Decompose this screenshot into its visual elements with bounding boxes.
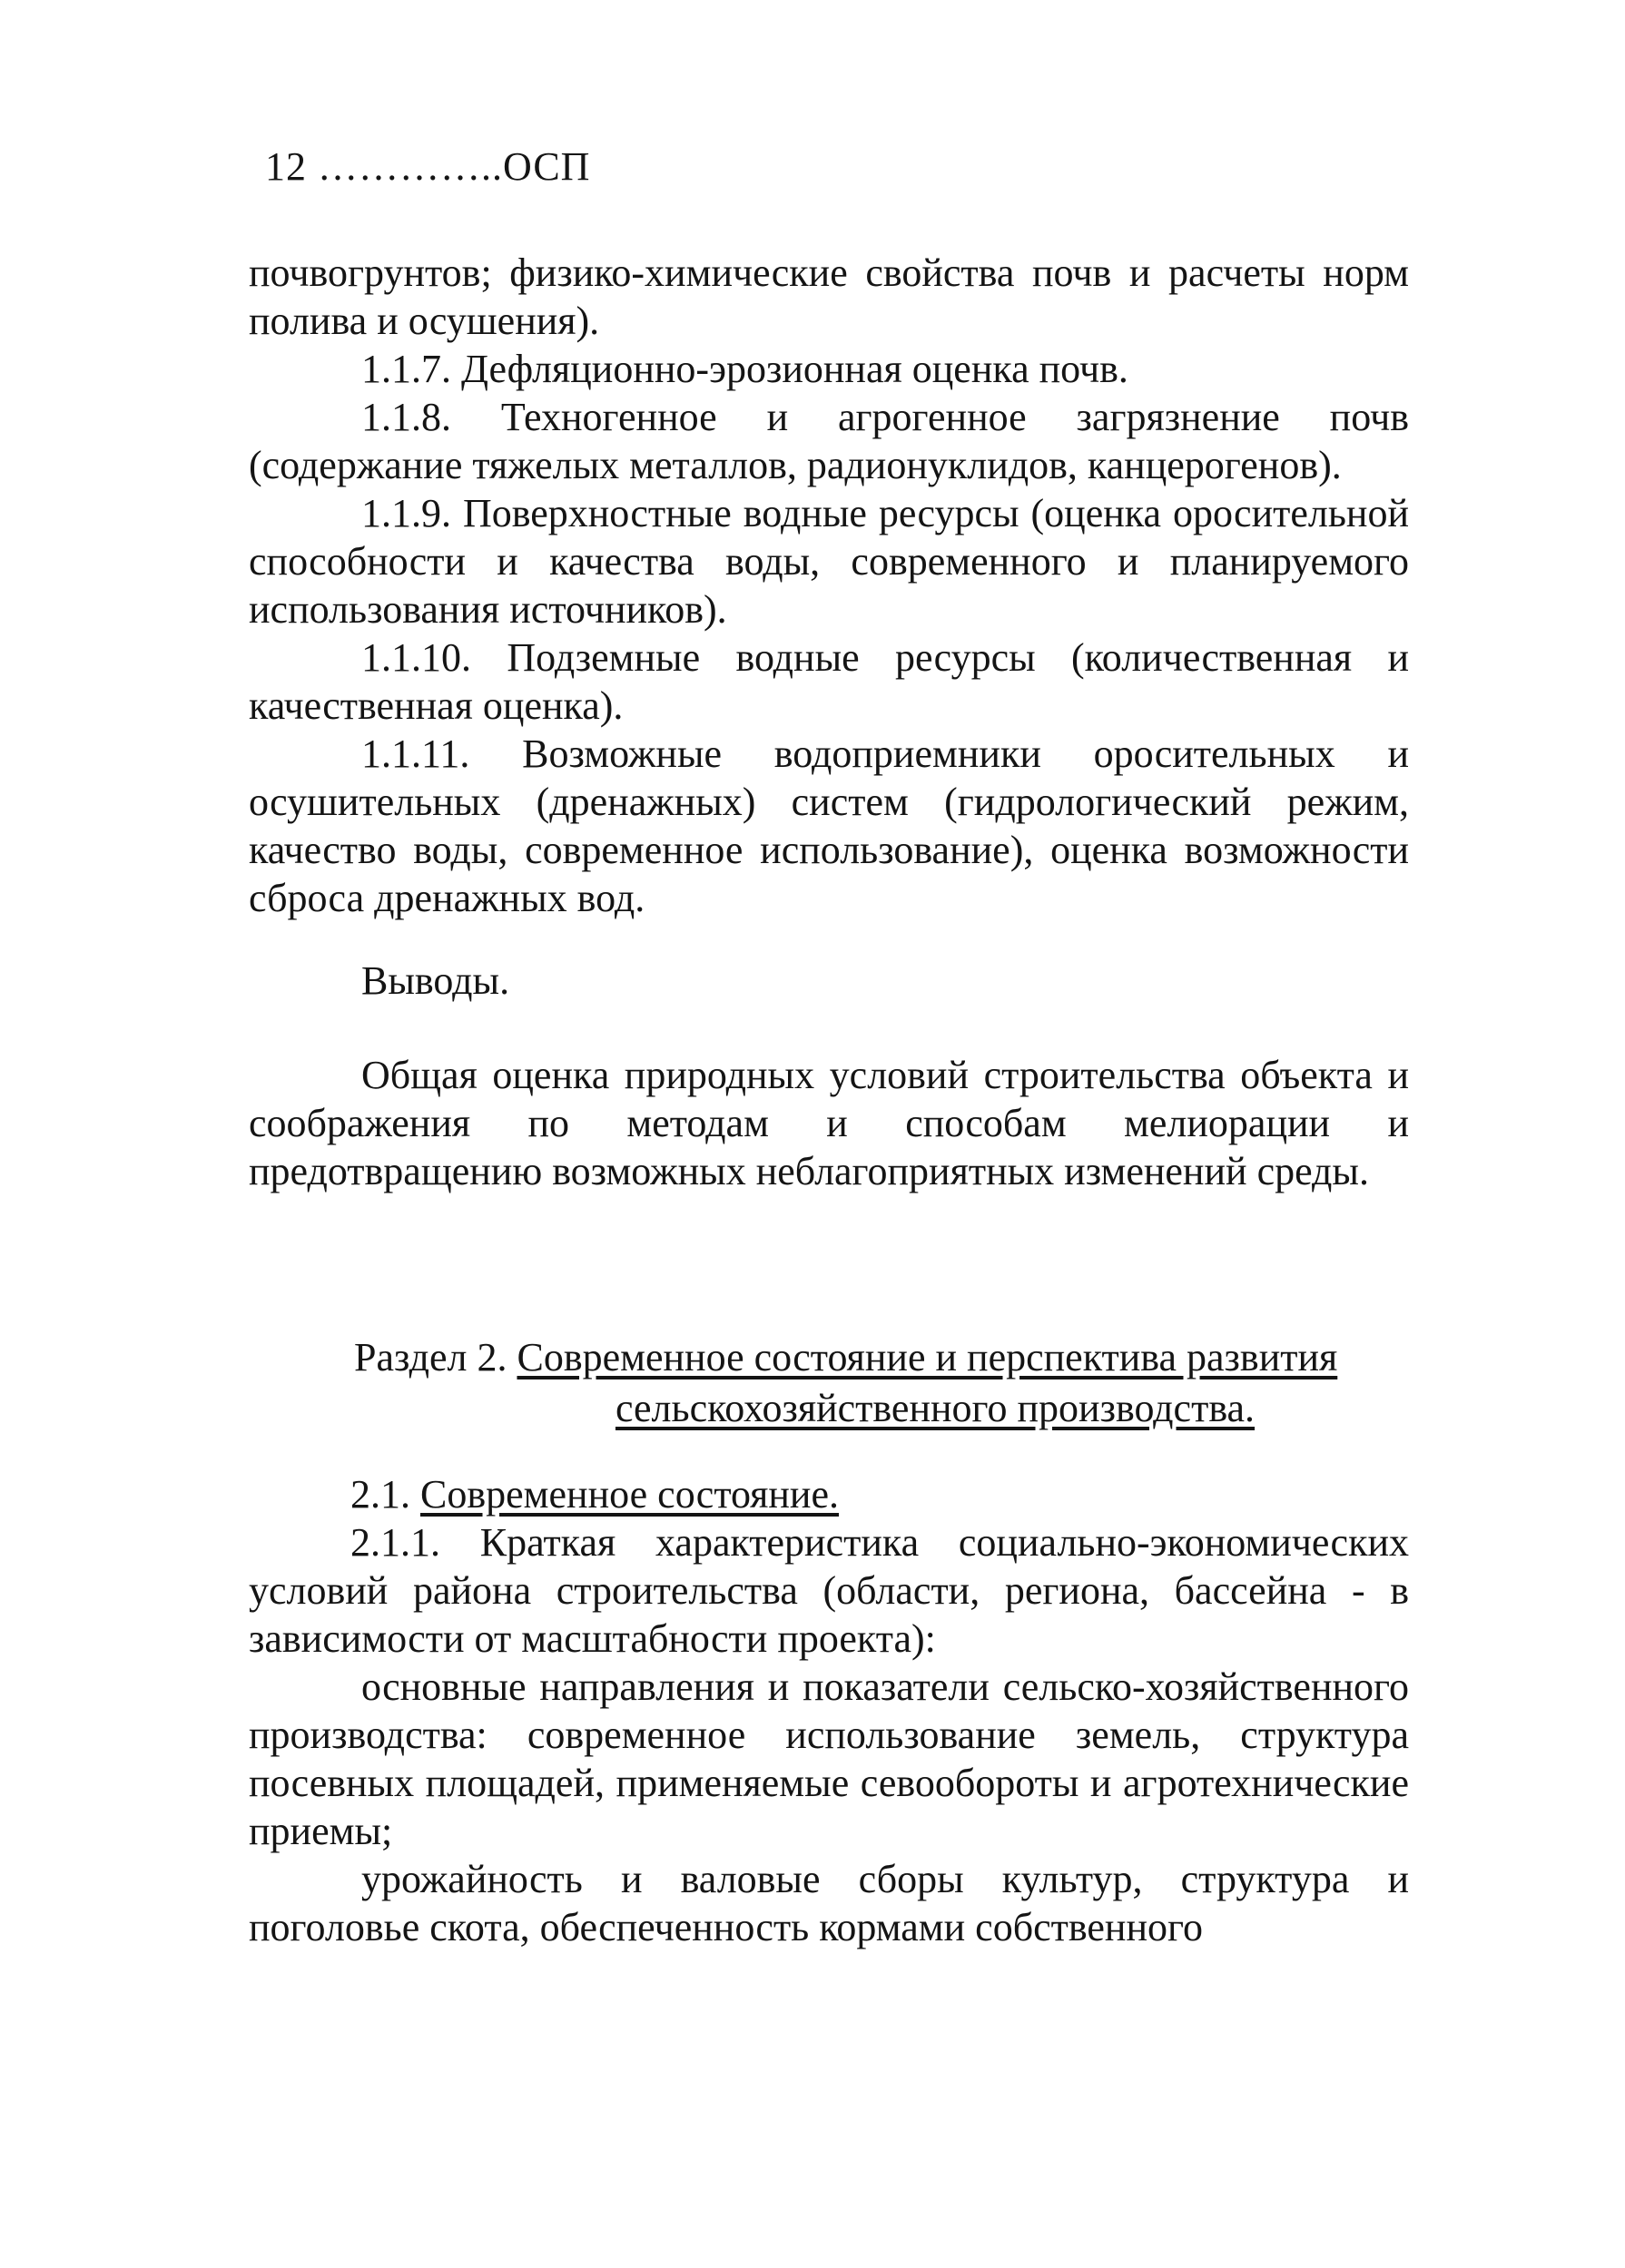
item-text: Подземные водные ресурсы (количественная и качественная оценка).: [249, 635, 1409, 728]
item-text: Техногенное и агрогенное загрязнение почв (содержание тяжелых металлов, радионуклидов, канцерогенов).: [249, 395, 1409, 487]
section-2-heading: [354, 1332, 1407, 1434]
item-1-1-8: [249, 393, 1409, 489]
section-2-title-line-2: сельскохозяйственного производства.: [615, 1386, 1256, 1430]
section-1-text: [249, 249, 1409, 922]
section-2-title-line-1: Современное состояние и перспектива развития: [517, 1335, 1338, 1379]
page-number: 12: [265, 144, 307, 189]
section-2-label: Раздел 2.: [354, 1335, 507, 1379]
item-text: Дефляционно-эрозионная оценка почв.: [461, 347, 1128, 391]
item-1-1-7: [249, 345, 1409, 393]
item-1-1-10: [249, 633, 1409, 730]
subsection-2-1-number: 2.1.: [350, 1472, 410, 1517]
section-2-heading-line-1: [354, 1332, 1407, 1383]
subsection-2-1-title: Современное состояние.: [420, 1472, 840, 1517]
continuation-paragraph: почвогрунтов; физико-химические свойства почв и расчеты норм полива и осушения).: [249, 250, 1409, 343]
item-1-1-11: [249, 730, 1409, 922]
bullet-paragraph: урожайность и валовые сборы культур, структура и поголовье скота, обеспеченность кормами собственного: [249, 1857, 1409, 1949]
bullet-paragraph: основные направления и показатели сельско-хозяйственного производства: современное использование земель, структура посевных площадей, применяемые севообороты и агротехнические приемы;: [249, 1664, 1409, 1853]
conclusions-block: [249, 957, 1409, 1005]
item-number: 2.1.1.: [350, 1520, 440, 1565]
item-number: 1.1.11.: [361, 731, 470, 776]
conclusions-title: Выводы.: [361, 958, 510, 1003]
item-2-1-1: [249, 1518, 1409, 1663]
item-number: 1.1.8.: [361, 395, 451, 439]
conclusions-text-block: [249, 1051, 1409, 1195]
item-number: 1.1.7.: [361, 347, 451, 391]
item-number: 1.1.9.: [361, 491, 451, 535]
header-leader: …………..: [318, 144, 503, 189]
section-2-heading-line-2: [354, 1383, 1407, 1434]
section-2-text: [249, 1470, 1409, 1951]
item-text: Возможные водоприемники оросительных и осушительных (дренажных) систем (гидрологический режим, качество воды, современное использование), оценка возможности сброса дренажных вод.: [249, 731, 1409, 920]
page-header: [265, 143, 590, 190]
item-text: Краткая характеристика социально-экономических условий района строительства (области, региона, бассейна - в зависимости от масштабности проекта):: [249, 1520, 1409, 1661]
conclusions-text: Общая оценка природных условий строительства объекта и соображения по методам и способам мелиорации и предотвращению возможных неблагоприятных изменений среды.: [249, 1053, 1409, 1193]
item-number: 1.1.10.: [361, 635, 471, 680]
document-code: ОСП: [503, 144, 591, 189]
item-1-1-9: [249, 489, 1409, 633]
subsection-2-1-heading: [249, 1470, 1409, 1518]
item-text: Поверхностные водные ресурсы (оценка оросительной способности и качества воды, современного и планируемого использования источников).: [249, 491, 1409, 632]
